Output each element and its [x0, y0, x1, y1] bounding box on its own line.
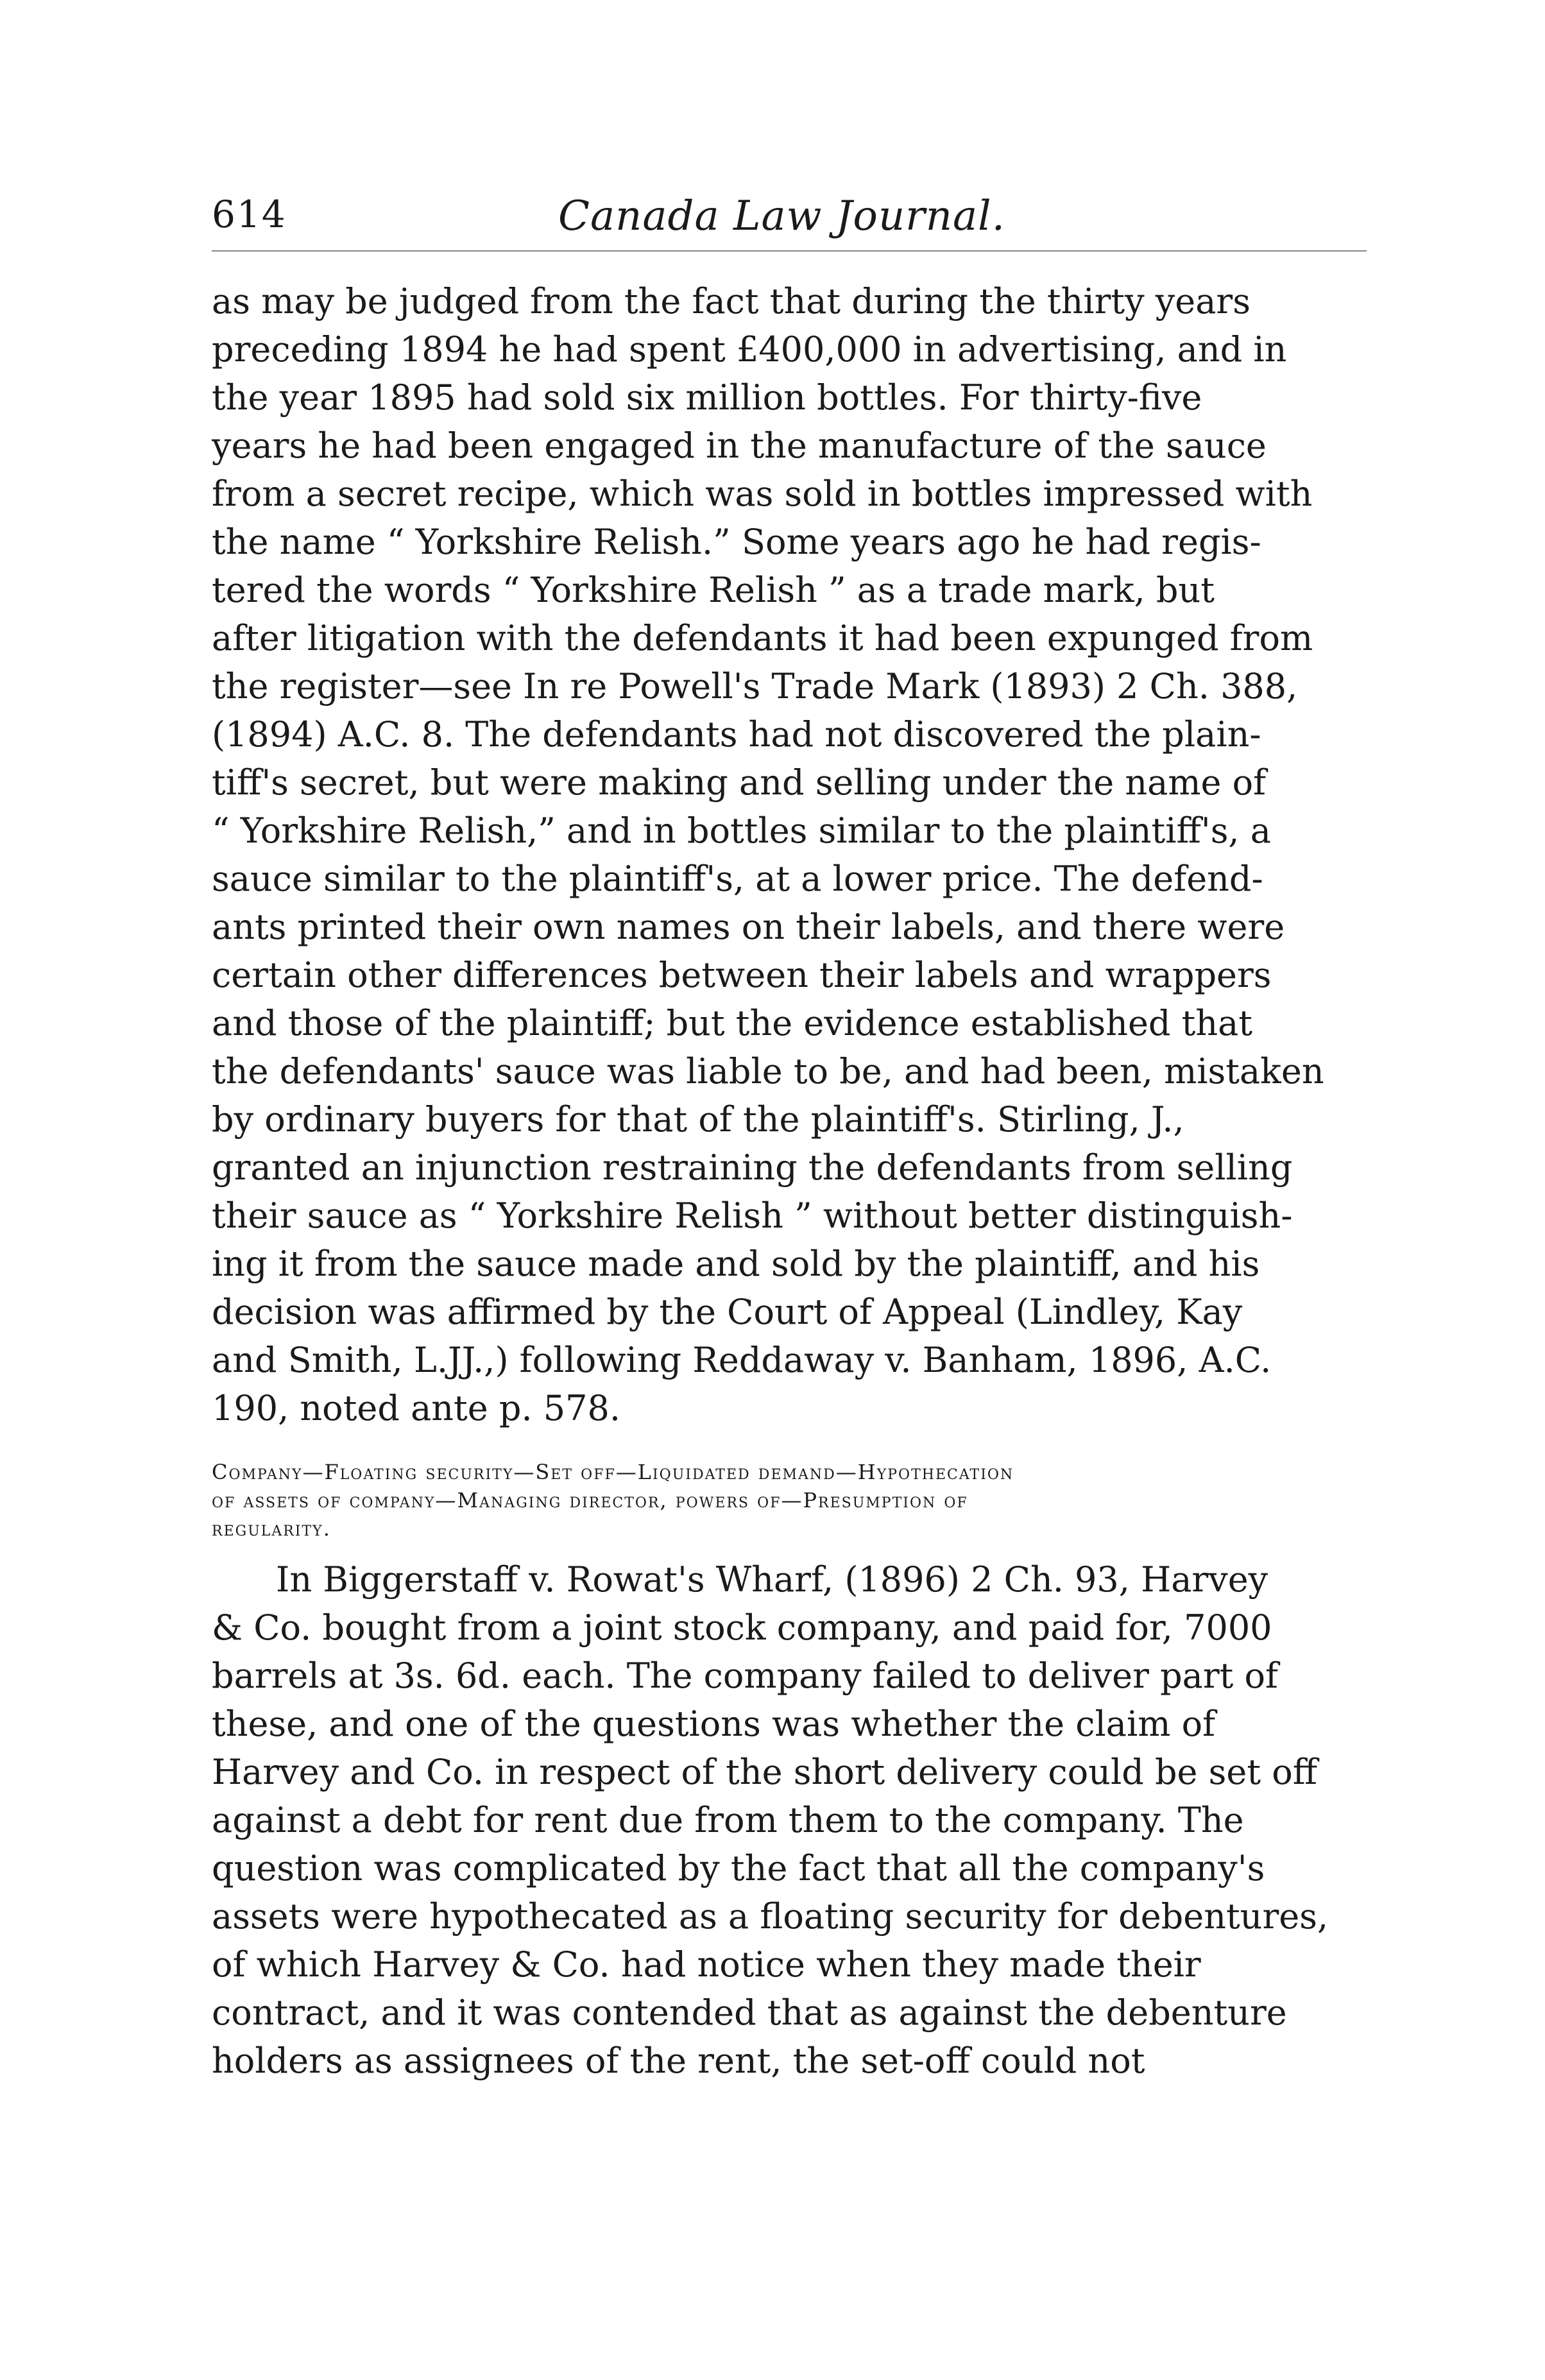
text-line: as may be judged from the fact that during the thirty years [212, 281, 1251, 321]
text-line: ants printed their own names on their labels, and there were [212, 907, 1285, 947]
text-line: years he had been engaged in the manufacture of the sauce [212, 425, 1267, 466]
text-line: barrels at 3s. 6d. each. The company failed to deliver part of [212, 1656, 1279, 1696]
paragraph-case-summary [212, 277, 1367, 1432]
text-line: against a debt for rent due from them to the company. The [212, 1800, 1244, 1840]
text-line: the defendants' sauce was liable to be, and had been, mistaken [212, 1051, 1324, 1092]
text-line: (1894) A.C. 8. The defendants had not discovered the plain- [212, 714, 1261, 755]
text-line: “ Yorkshire Relish,” and in bottles similar to the plaintiff's, a [212, 810, 1271, 851]
text-line: holders as assignees of the rent, the set-off could not [212, 2041, 1145, 2081]
text-line: certain other differences between their labels and wrappers [212, 955, 1272, 995]
text-line: their sauce as “ Yorkshire Relish ” without better distinguish- [212, 1195, 1293, 1236]
text-line: contract, and it was contended that as against the debenture [212, 1992, 1287, 2033]
text-line: the register—see In re Powell's Trade Mark (1893) 2 Ch. 388, [212, 666, 1298, 706]
section-heading [212, 1458, 1367, 1543]
heading-line: Company—Floating security—Set off—Liquidated demand—Hypothecation [212, 1460, 1014, 1484]
text-line: from a secret recipe, which was sold in bottles impressed with [212, 474, 1313, 514]
text-line: and Smith, L.JJ.,) following Reddaway v. Banham, 1896, A.C. [212, 1340, 1272, 1380]
text-line: 190, noted ante p. 578. [212, 1388, 621, 1428]
text-line: & Co. bought from a joint stock company, and paid for, 7000 [212, 1607, 1272, 1648]
running-head [212, 193, 1367, 252]
text-line: preceding 1894 he had spent £400,000 in advertising, and in [212, 329, 1287, 370]
text-line: by ordinary buyers for that of the plaintiff's. Stirling, J., [212, 1099, 1184, 1140]
text-line: tiff's secret, but were making and selling under the name of [212, 762, 1267, 803]
text-line: after litigation with the defendants it had been expunged from [212, 618, 1313, 658]
text-line: these, and one of the questions was whether the claim of [212, 1704, 1216, 1744]
paragraph-biggerstaff [212, 1555, 1367, 2085]
text-line: the year 1895 had sold six million bottles. For thirty-five [212, 377, 1202, 418]
heading-line: regularity. [212, 1516, 331, 1541]
text-line: assets were hypothecated as a floating security for debentures, [212, 1896, 1329, 1937]
text-line: decision was affirmed by the Court of Appeal (Lindley, Kay [212, 1292, 1243, 1332]
document-page [212, 193, 1367, 2085]
text-line: and those of the plaintiff; but the evidence established that [212, 1003, 1253, 1043]
text-line: Harvey and Co. in respect of the short delivery could be set off [212, 1752, 1318, 1792]
heading-line: of assets of company—Managing director, powers of—Presumption of [212, 1488, 968, 1512]
text-line: In Biggerstaff v. Rowat's Wharf, (1896) 2 Ch. 93, Harvey [276, 1559, 1268, 1600]
journal-title: Canada Law Journal. [558, 193, 1005, 240]
text-line: sauce similar to the plaintiff's, at a lower price. The defend- [212, 859, 1263, 899]
text-line: of which Harvey & Co. had notice when they made their [212, 1944, 1201, 1985]
text-line: question was complicated by the fact that all the company's [212, 1848, 1265, 1888]
text-line: ing it from the sauce made and sold by the plaintiff, and his [212, 1244, 1260, 1284]
text-line: the name “ Yorkshire Relish.” Some years ago he had regis- [212, 522, 1261, 562]
page-number: 614 [212, 193, 287, 236]
text-line: granted an injunction restraining the defendants from selling [212, 1147, 1293, 1188]
text-line: tered the words “ Yorkshire Relish ” as a trade mark, but [212, 570, 1215, 610]
